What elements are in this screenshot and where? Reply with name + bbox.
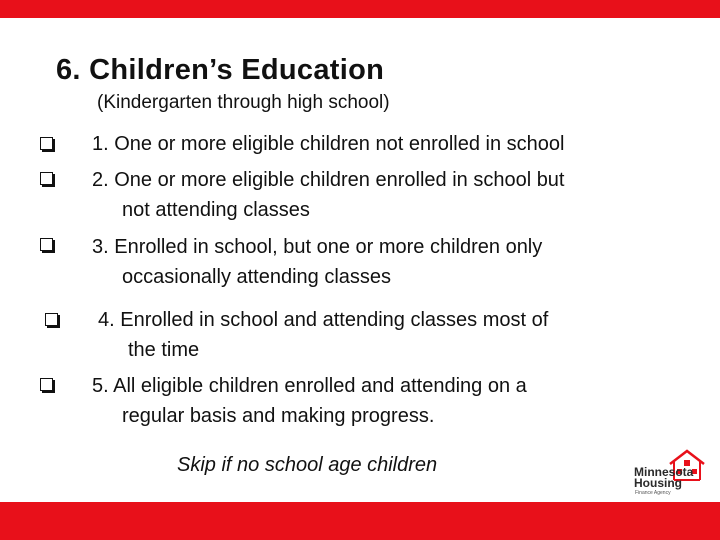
top-red-band	[0, 0, 720, 18]
logo-line-1: Minnesota	[634, 465, 694, 479]
skip-note: Skip if no school age children	[177, 454, 438, 476]
logo-tagline: Finance Agency	[635, 490, 671, 496]
option-2-checkbox[interactable]	[40, 172, 53, 185]
slide-subtitle: (Kindergarten through high school)	[97, 92, 390, 113]
option-4-checkbox[interactable]	[45, 313, 58, 326]
bottom-red-band	[0, 502, 720, 540]
option-5-line2: regular basis and making progress.	[122, 405, 435, 427]
option-2-line2: not attending classes	[122, 199, 310, 221]
option-4-line2: the time	[128, 339, 200, 361]
option-4-line1: 4. Enrolled in school and attending classes most of	[98, 309, 549, 331]
option-3-line1: 3. Enrolled in school, but one or more children only	[92, 236, 543, 258]
option-4-text	[98, 305, 548, 365]
option-3-checkbox[interactable]	[40, 238, 53, 251]
option-1-line1: 1. One or more eligible children not enrolled in school	[92, 133, 565, 155]
option-3-text	[92, 232, 542, 292]
option-2-text	[92, 165, 565, 225]
logo-line-2: Housing	[634, 476, 682, 490]
option-1-checkbox[interactable]	[40, 137, 53, 150]
option-5-line1: 5. All eligible children enrolled and attending on a	[92, 375, 527, 397]
slide-title: 6. Children’s Education	[56, 54, 385, 86]
option-1-text	[92, 129, 565, 159]
minnesota-housing-logo	[632, 448, 706, 496]
option-2-line1: 2. One or more eligible children enrolled in school but	[92, 169, 565, 191]
option-3-line2: occasionally attending classes	[122, 266, 392, 288]
option-5-checkbox[interactable]	[40, 378, 53, 391]
option-5-text	[92, 371, 527, 431]
